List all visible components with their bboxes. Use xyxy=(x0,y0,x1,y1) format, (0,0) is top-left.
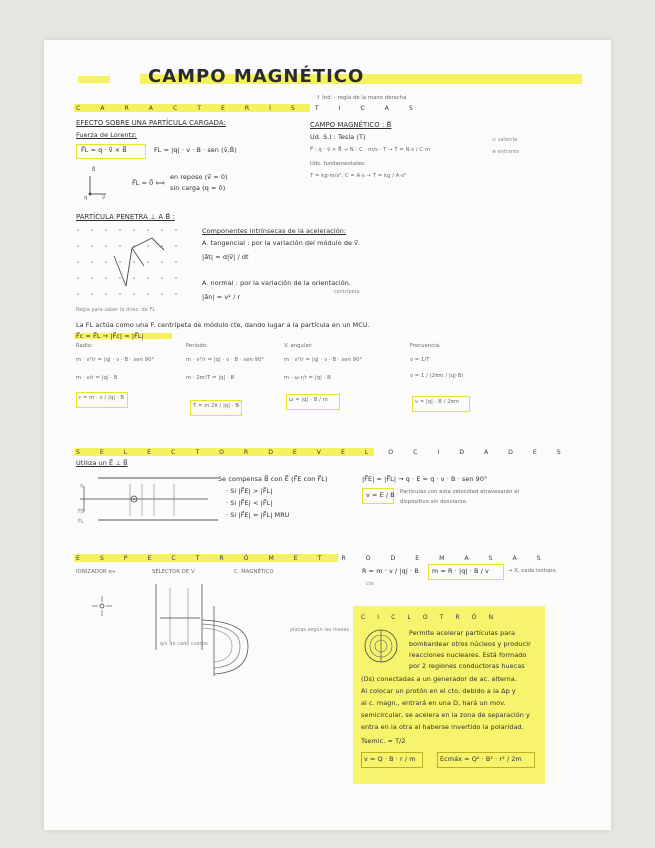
cyclo-p3: reacciones nucleares. Está formado xyxy=(409,651,527,659)
section-ciclotron: C I C L O T R Ó N xyxy=(361,614,499,621)
mcu-diagram xyxy=(74,226,194,304)
campo-eq1: F⃗ : q · v⃗ × B⃗ → N : C · m/s · T → T = N·s / C·m xyxy=(310,147,431,153)
tangencial: A. tangencial : por la variación del módulo de v⃗. xyxy=(202,239,361,247)
page-title: CAMPO MAGNÉTICO xyxy=(148,66,365,87)
col-frecuencia-result: ν = |q| · B / 2πm xyxy=(415,399,460,405)
diag-q-label: q xyxy=(84,195,88,201)
diag-B-label: B⃗ xyxy=(92,167,96,173)
lorentz-formula: F⃗L = q · v⃗ × B⃗ xyxy=(81,146,127,154)
selector-utiliza: Utiliza un E⃗ ⊥ B⃗ xyxy=(76,459,128,467)
cyclo-ec-result: Ecmáx = Q² · B² · r² / 2m xyxy=(440,755,522,763)
campo-saliente: ⊙ saliente xyxy=(492,138,518,143)
col-periodo-l2: m · 2πr/T = |q| · B xyxy=(186,375,235,381)
col-radio-name: Radio: xyxy=(76,343,93,349)
cyclo-p6: Al colocar un protón en el cto, debido a la Δp y xyxy=(361,687,516,695)
cyclo-p4: por 2 regiones conductoras huecas xyxy=(409,662,525,670)
diag-v-label: v⃗ xyxy=(102,195,106,201)
efecto-heading: EFECTO SOBRE UNA PARTÍCULA CARGADA: xyxy=(76,119,226,127)
lorentz-centripeta: La FL actúa como una F. centrípeta de módulo cte, dando lugar a la partícula en un MCU. xyxy=(76,321,370,329)
campo-entrante: ⊗ entrante xyxy=(492,150,520,155)
fuerza-label: Fuerza de Lorentz: xyxy=(76,131,137,139)
espectrometro-diagram xyxy=(84,580,304,676)
espectro-selector-v: SELECTOR DE V xyxy=(152,569,195,575)
cyclo-p2: bombardear otros núcleos y producir xyxy=(409,640,531,648)
regla-note: Regla para saber la direc. de FL xyxy=(76,308,156,313)
selector-eq: |F⃗E| = |F⃗L| → q · E = q · v · B · sen 90° xyxy=(362,475,488,483)
sel-fe-label: F⃗E xyxy=(78,510,84,515)
zero-sincarga: sin carga (q = 0) xyxy=(170,184,226,192)
penetra-heading: PARTÍCULA PENETRA ⊥ A B⃗ : xyxy=(76,213,175,221)
col-angular-result: ω = |q| · B / m xyxy=(289,397,328,403)
espectro-r-note: → X, cada isótopo. xyxy=(508,568,558,574)
notebook-page xyxy=(44,40,611,830)
selector-result: v = E / B xyxy=(366,491,395,499)
cyclo-p7: al c. magn., entrará en una D, hará un mov. xyxy=(361,699,506,707)
selector-compensa: Se compensa B⃗ con E⃗ (F⃗E con F⃗L) xyxy=(218,475,328,483)
normal-note: centrípeta xyxy=(334,290,360,295)
espectro-placas: placas según las masas xyxy=(290,628,350,633)
col-angular-l1: m · v²/r = |q| · v · B · sen 90° xyxy=(284,357,363,363)
section-selector: S E L E C T O R D E V E L O C I D A D E S xyxy=(76,449,570,456)
ciclotron-diagram xyxy=(363,628,399,664)
fc-fl-equality: F⃗c = F⃗L → |F⃗c| = |F⃗L| xyxy=(76,332,144,340)
espectro-ionizador: IONIZADOR e+ xyxy=(76,569,117,575)
col-radio-l2: m · v/r = |q| · B xyxy=(76,375,118,381)
cyclo-p5: (Ds) conectadas a un generador de ac. alterna. xyxy=(361,675,517,683)
col-frecuencia-l1: ν = 1/T xyxy=(410,357,430,363)
espectro-c-magnetico: C. MAGNÉTICO xyxy=(234,569,274,575)
sel-fl-label: F⃗L xyxy=(78,520,84,525)
normal: A. normal : por la variación de la orientación. xyxy=(202,279,352,287)
campo-uds-fund: Uds. fundamentales: xyxy=(310,161,366,167)
campo-unidad: Ud. S.I : Tesla (T) xyxy=(310,133,366,141)
selector-caso2: · Si |F⃗E| < |F⃗L| xyxy=(226,499,273,507)
espectro-r-eq: R = m · v / |q| · B xyxy=(362,567,419,575)
col-frecuencia-name: Frecuencia: xyxy=(410,343,441,349)
col-periodo-result: T = m 2π / |q| · B xyxy=(193,403,240,409)
componentes-heading: Componentes intrínsecas de la aceleración: xyxy=(202,227,347,235)
lorentz-modulus: FL = |q| · v · B · sen (v̂,B̂) xyxy=(154,146,237,154)
col-radio-result: r = m · v / |q| · B xyxy=(79,395,125,401)
title-highlight-left xyxy=(78,76,110,83)
selector-caso1: · Si |F⃗E| > |F⃗L| xyxy=(226,487,273,495)
selector-note1: Partículas con esta velocidad atravesarán el xyxy=(400,489,520,495)
section-espectrometro: E S P E C T R Ó M E T R O D E M A S A S xyxy=(76,555,550,562)
ciclotron-card xyxy=(353,606,545,784)
top-right-note: ↑ Ind. · regla de la mano derecha xyxy=(316,95,407,101)
section-caracteristicas: C A R A C T E R Í S T I C A S xyxy=(76,105,422,112)
campo-eq2: T = kg·m/s², C = A·s → T = kg / A·s² xyxy=(310,173,407,179)
selector-diagram xyxy=(78,476,226,522)
col-frecuencia-l2: ν = 1 / (2πm / |q|·B) xyxy=(410,373,464,379)
selector-caso3: · Si |F⃗E| = |F⃗L| MRU xyxy=(226,511,290,519)
sel-q-label: q xyxy=(80,484,84,489)
cyclo-p1: Permite acelerar partículas para xyxy=(409,629,516,637)
normal-formula: |a⃗n| = v² / r xyxy=(202,293,241,301)
campo-heading: CAMPO MAGNÉTICO : B⃗ xyxy=(310,121,392,129)
col-radio-l1: m · v²/r = |q| · v · B · sen 90° xyxy=(76,357,155,363)
tangencial-formula: |a⃗t| = d|v⃗| / dt xyxy=(202,253,249,261)
cyclo-p8: semicircular, se acelera en la zona de separación y xyxy=(361,711,530,719)
col-periodo-name: Periodo: xyxy=(186,343,208,349)
cyclo-tsemi: Tsemic. = T/2 xyxy=(361,737,406,745)
zero-force-lhs: F⃗L = 0⃗ ⟺ xyxy=(132,179,165,187)
cyclo-p9: entra en la otra al haberse invertido la polaridad. xyxy=(361,723,524,731)
espectro-m-result: m = R · |q| · B / v xyxy=(432,567,489,575)
espectro-cte: cte xyxy=(366,582,374,587)
espectro-iguales: q/v de cada cuerpo xyxy=(160,642,209,647)
selector-note2: dispositivo sin desviarse. xyxy=(400,499,468,505)
cyclo-v-result: v = Q · B · r / m xyxy=(364,755,416,763)
col-periodo-l1: m · v²/r = |q| · v · B · sen 90° xyxy=(186,357,265,363)
col-angular-name: V. angular: xyxy=(284,343,313,349)
col-angular-l2: m · ω·r/r = |q| · B xyxy=(284,375,331,381)
zero-reposo: en reposo (v⃗ = 0) xyxy=(170,173,228,181)
